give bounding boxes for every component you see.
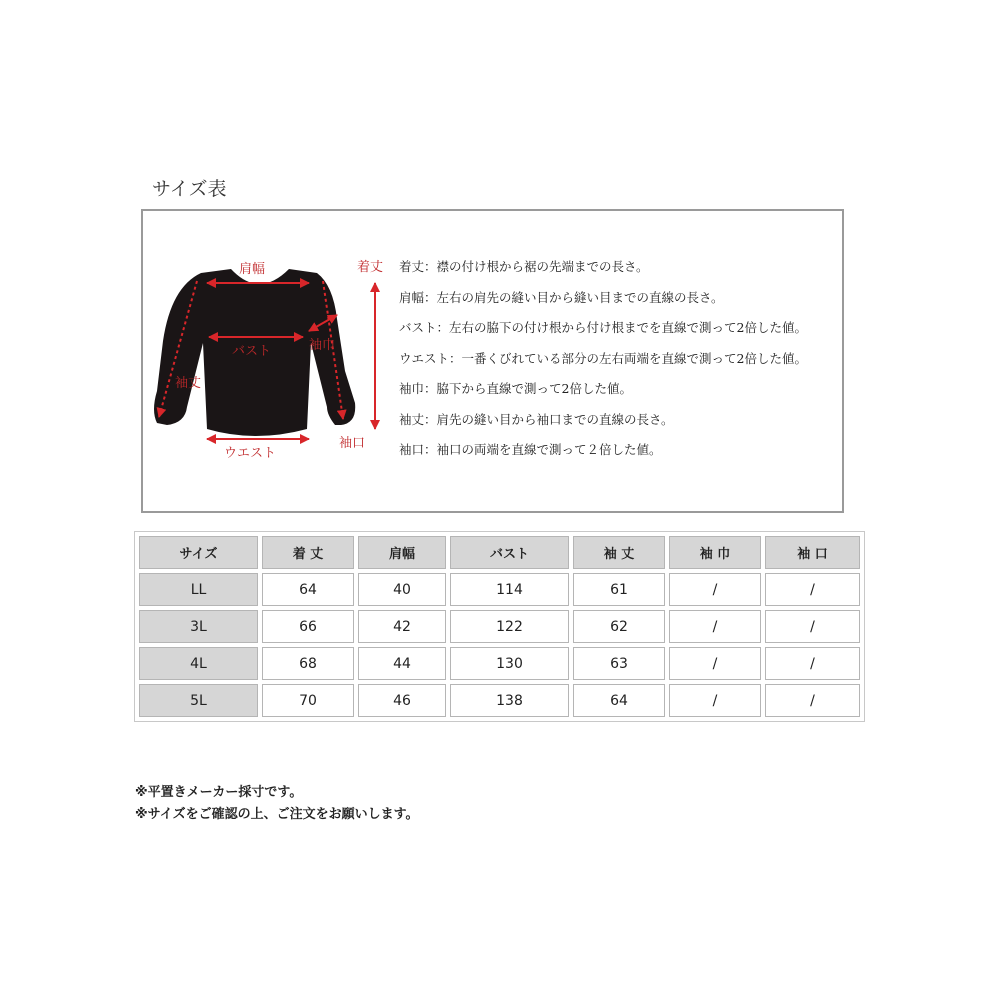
- table-cell: /: [669, 647, 761, 680]
- size-cell: LL: [139, 573, 258, 606]
- definition-item: 着丈：襟の付け根から裾の先端までの長さ。: [399, 259, 649, 274]
- label-sodehaba: 袖巾: [309, 338, 336, 353]
- definition-item: ウエスト：一番くびれている部分の左右両端を直線で測って2倍した値。: [399, 350, 807, 366]
- definition-item: 袖口：袖口の両端を直線で測って２倍した値。: [399, 442, 662, 457]
- page-title: サイズ表: [152, 178, 227, 200]
- table-cell: /: [669, 610, 761, 643]
- measurement-guide: [141, 209, 844, 513]
- table-cell: 66: [262, 610, 354, 643]
- notes: [135, 782, 419, 826]
- table-cell: 138: [450, 684, 569, 717]
- table-cell: /: [765, 573, 860, 606]
- label-bust: バスト: [232, 344, 272, 359]
- table-cell: /: [765, 647, 860, 680]
- label-katahaba: 肩幅: [239, 262, 266, 277]
- table-cell: 46: [358, 684, 446, 717]
- table-cell: /: [765, 610, 860, 643]
- table-cell: 40: [358, 573, 446, 606]
- table-cell: 44: [358, 647, 446, 680]
- sweater-diagram: [143, 211, 399, 511]
- label-kitake: 着丈: [357, 260, 384, 275]
- table-cell: 122: [450, 610, 569, 643]
- table-row: [139, 684, 860, 717]
- table-cell: 70: [262, 684, 354, 717]
- size-cell: 3L: [139, 610, 258, 643]
- label-sodetake: 袖丈: [175, 376, 202, 391]
- table-cell: 63: [573, 647, 665, 680]
- definition-item: 肩幅：左右の肩先の縫い目から縫い目までの直線の長さ。: [399, 289, 724, 305]
- label-waist: ウエスト: [224, 446, 277, 461]
- table-row: [139, 610, 860, 643]
- table-row: [139, 573, 860, 606]
- definition-item: 袖巾：脇下から直線で測って2倍した値。: [399, 381, 632, 396]
- table-cell: /: [669, 684, 761, 717]
- table-cell: /: [669, 573, 761, 606]
- header-size: サイズ: [139, 536, 258, 569]
- definitions-list: [399, 257, 844, 471]
- table-cell: 42: [358, 610, 446, 643]
- header-kitake: 着 丈: [262, 536, 354, 569]
- size-cell: 5L: [139, 684, 258, 717]
- header-sodehaba: 袖 巾: [669, 536, 761, 569]
- table-cell: 114: [450, 573, 569, 606]
- table-cell: 64: [262, 573, 354, 606]
- table-cell: 62: [573, 610, 665, 643]
- size-table: [134, 531, 865, 722]
- table-cell: /: [765, 684, 860, 717]
- header-bust: バスト: [450, 536, 569, 569]
- note-text: ※平置きメーカー採寸です。: [135, 785, 303, 800]
- header-sodetake: 袖 丈: [573, 536, 665, 569]
- table-cell: 68: [262, 647, 354, 680]
- note-text: ※サイズをご確認の上、ご注文をお願いします。: [135, 807, 419, 822]
- table-cell: 64: [573, 684, 665, 717]
- header-katahaba: 肩幅: [358, 536, 446, 569]
- definition-item: バスト：左右の脇下の付け根から付け根までを直線で測って2倍した値。: [399, 320, 807, 335]
- size-cell: 4L: [139, 647, 258, 680]
- table-cell: 130: [450, 647, 569, 680]
- label-sodeguchi: 袖口: [339, 436, 366, 451]
- definition-item: 袖丈：肩先の縫い目から袖口までの直線の長さ。: [399, 411, 674, 427]
- table-row: [139, 647, 860, 680]
- table-header-row: [139, 536, 860, 569]
- header-sodeguchi: 袖 口: [765, 536, 860, 569]
- table-cell: 61: [573, 573, 665, 606]
